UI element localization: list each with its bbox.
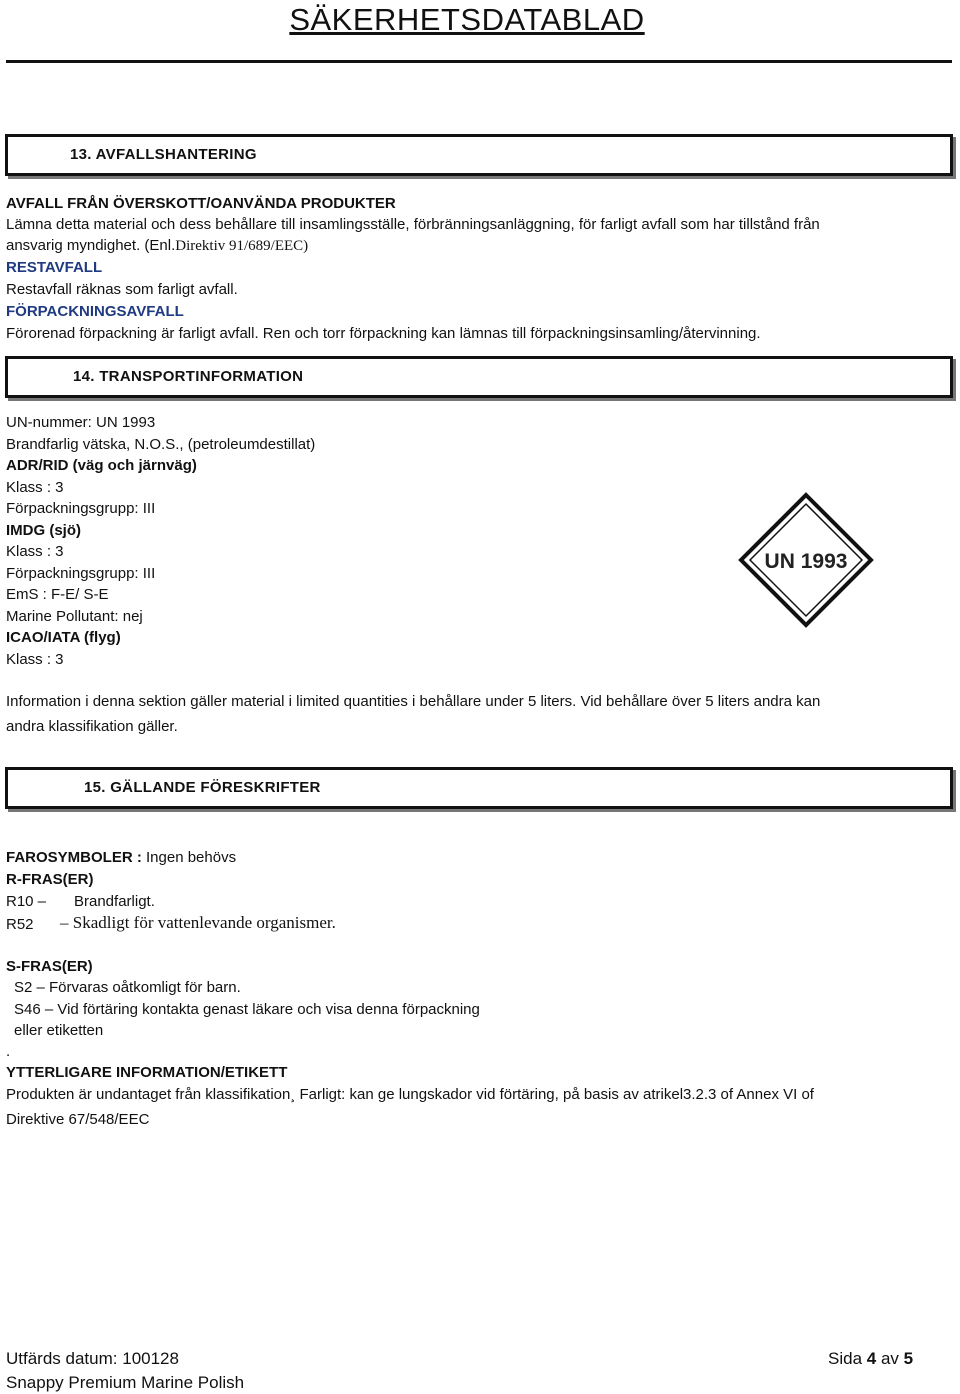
icao-title: ICAO/IATA (flyg) (6, 629, 121, 646)
ytterligare-title: YTTERLIGARE INFORMATION/ETIKETT (6, 1064, 288, 1081)
page-prefix: Sida (828, 1349, 863, 1368)
imdg-klass: Klass : 3 (6, 543, 64, 560)
r52-code: R52 (6, 916, 34, 933)
section-15-heading: 15. GÄLLANDE FÖRESKRIFTER (84, 779, 321, 796)
page-total: 5 (903, 1349, 914, 1368)
footer-date-value: 100128 (122, 1349, 179, 1368)
forpack-title: FÖRPACKNINGSAVFALL (6, 303, 184, 320)
section-13-heading: 13. AVFALLSHANTERING (70, 146, 257, 163)
imdg-title: IMDG (sjö) (6, 522, 81, 539)
title-rule (6, 60, 952, 63)
rfras-title: R-FRAS(ER) (6, 871, 94, 888)
footer-date-label: Utfärds datum: (6, 1349, 118, 1368)
farosymboler (6, 847, 236, 869)
section-15-header (5, 767, 953, 809)
adr-klass: Klass : 3 (6, 479, 64, 496)
footer-date (6, 1348, 179, 1370)
overskott-title: AVFALL FRÅN ÖVERSKOTT/OANVÄNDA PRODUKTER (6, 195, 396, 212)
restavfall-text: Restavfall räknas som farligt avfall. (6, 281, 238, 298)
section-14-header (5, 356, 953, 398)
overskott-line2b: Direktiv 91/689/EEC) (175, 238, 309, 254)
adr-title: ADR/RID (väg och järnväg) (6, 457, 197, 474)
sfras-title: S-FRAS(ER) (6, 958, 93, 975)
icao-klass: Klass : 3 (6, 651, 64, 668)
ems-code: EmS : F-E/ S-E (6, 586, 109, 603)
r52-text: – Skadligt för vattenlevande organismer. (60, 913, 336, 932)
s2-phrase: S2 – Förvaras oåtkomligt för barn. (14, 979, 241, 996)
document-title: SÄKERHETSDATABLAD (289, 2, 645, 37)
overskott-line2a: ansvarig myndighet. (Enl. (6, 237, 176, 254)
footer-page-number (828, 1348, 913, 1370)
s46-line1: S46 – Vid förtäring kontakta genast läkare och visa denna förpackning (14, 1001, 480, 1018)
r10-text: Brandfarligt. (74, 893, 155, 910)
ytterligare-line1: Produkten är undantaget från klassifikation¸ Farligt: kan ge lungskador vid förtäring, på basis av atrikel3.2.3 of Annex VI of (6, 1086, 814, 1103)
r10-code: R10 – (6, 893, 47, 910)
page-current: 4 (866, 1349, 877, 1368)
page-mid: av (880, 1349, 899, 1368)
forpack-text: Förorenad förpackning är farligt avfall. Ren och torr förpackning kan lämnas till förpackningsinsamling/återvinning. (6, 325, 761, 342)
overskott-line2 (6, 235, 308, 257)
footer-product: Snappy Premium Marine Polish (6, 1373, 245, 1392)
section-14-heading: 14. TRANSPORTINFORMATION (73, 368, 304, 385)
adr-grupp: Förpackningsgrupp: III (6, 500, 156, 517)
restavfall-title: RESTAVFALL (6, 259, 103, 276)
info-line1: Information i denna sektion gäller material i limited quantities i behållare under 5 liters. Vid behållare över 5 liters andra kan (6, 693, 821, 710)
farosymboler-value: Ingen behövs (141, 849, 237, 866)
s46-line2: eller etiketten (14, 1022, 104, 1039)
shipping-name: Brandfarlig vätska, N.O.S., (petroleumdestillat) (6, 436, 316, 453)
marine-pollutant: Marine Pollutant: nej (6, 608, 143, 625)
un-nummer: UN-nummer: UN 1993 (6, 414, 156, 431)
overskott-line1: Lämna detta material och dess behållare till insamlingsställe, förbränningsanläggning, för farligt avfall som har tillstånd från (6, 216, 820, 233)
ytterligare-line2: Direktive 67/548/EEC (6, 1111, 150, 1128)
farosymboler-label: FAROSYMBOLER : (6, 849, 142, 866)
stray-dot: . (6, 1043, 11, 1060)
section-13-header (5, 134, 953, 176)
un-1993-diamond-label (738, 492, 874, 628)
un-label-text: UN 1993 (764, 550, 848, 573)
info-line2: andra klassifikation gäller. (6, 718, 178, 735)
imdg-grupp: Förpackningsgrupp: III (6, 565, 156, 582)
